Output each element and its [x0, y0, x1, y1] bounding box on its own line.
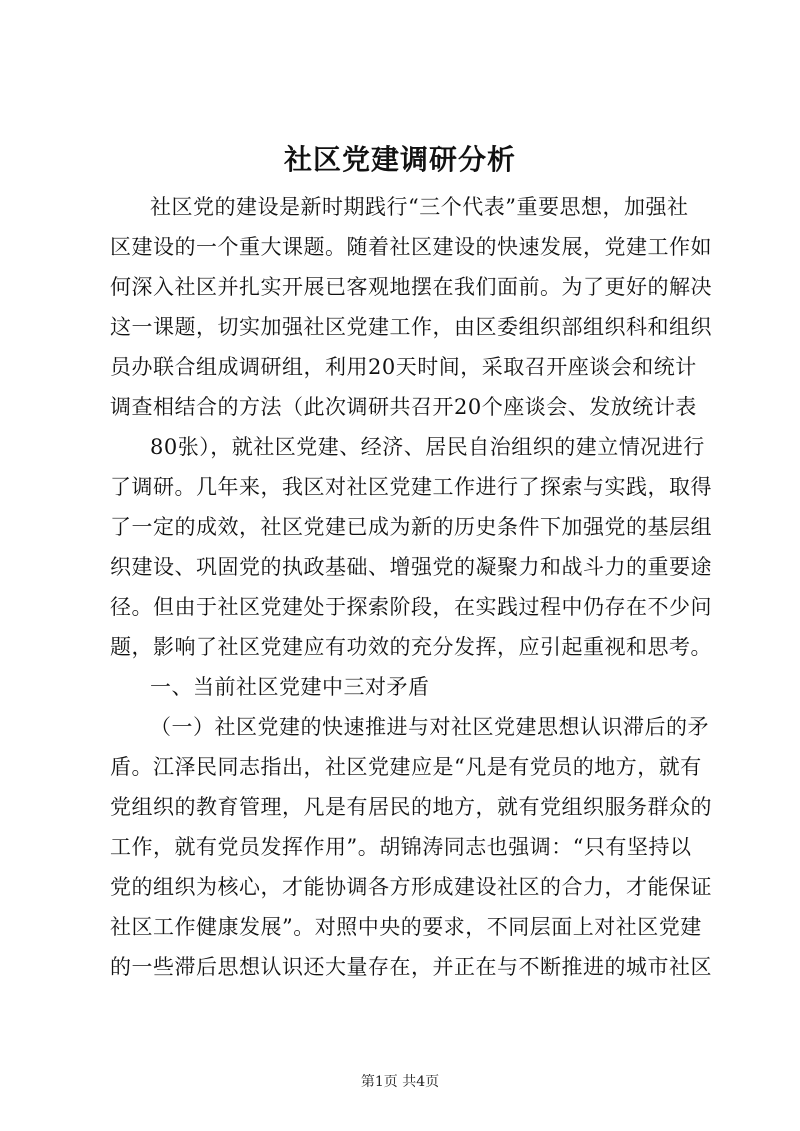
paragraph-line: 80张），就社区党建、经济、居民自治组织的建立情况进行 [150, 435, 705, 459]
paragraph-line: 的一些滞后思想认识还大量存在，并正在与不断推进的城市社区 [110, 955, 712, 979]
paragraph-line: 题，影响了社区党建应有功效的充分发挥，应引起重视和思考。 [110, 635, 712, 659]
paragraph-line: 何深入社区并扎实开展已客观地摆在我们面前。为了更好的解决 [110, 275, 712, 299]
paragraph-line: 织建设、巩固党的执政基础、增强党的凝聚力和战斗力的重要途 [110, 555, 712, 579]
paragraph-line: 社区党的建设是新时期践行“三个代表”重要思想，加强社 [150, 195, 689, 219]
paragraph-line: 了一定的成效，社区党建已成为新的历史条件下加强党的基层组 [110, 515, 712, 539]
paragraph-line: 径。但由于社区党建处于探索阶段，在实践过程中仍存在不少问 [110, 595, 712, 619]
paragraph-line: 党的组织为核心，才能协调各方形成建设社区的合力，才能保证 [110, 875, 712, 899]
paragraph-line: 工作，就有党员发挥作用”。胡锦涛同志也强调：“只有坚持以 [110, 835, 692, 859]
paragraph-line: （一）社区党建的快速推进与对社区党建思想认识滞后的矛 [150, 715, 709, 739]
document-title: 社区党建调研分析 [283, 143, 516, 176]
paragraph-line: 党组织的教育管理，凡是有居民的地方，就有党组织服务群众的 [110, 795, 712, 819]
paragraph-line: 区建设的一个重大课题。随着社区建设的快速发展，党建工作如 [110, 235, 712, 259]
page-number-footer: 第1页 共4页 [360, 1074, 440, 1090]
paragraph-line: 调查相结合的方法（此次调研共召开20个座谈会、发放统计表 [110, 395, 697, 419]
paragraph-line: 盾。江泽民同志指出，社区党建应是“凡是有党员的地方，就有 [110, 755, 702, 779]
paragraph-line: 社区工作健康发展”。对照中央的要求，不同层面上对社区党建 [110, 915, 702, 939]
paragraph-line: 了调研。几年来，我区对社区党建工作进行了探索与实践，取得 [110, 475, 712, 499]
paragraph-line: 这一课题，切实加强社区党建工作，由区委组织部组织科和组织 [110, 315, 712, 339]
section-heading: 一、当前社区党建中三对矛盾 [150, 675, 430, 699]
paragraph-line: 员办联合组成调研组，利用20天时间，采取召开座谈会和统计 [110, 355, 697, 379]
